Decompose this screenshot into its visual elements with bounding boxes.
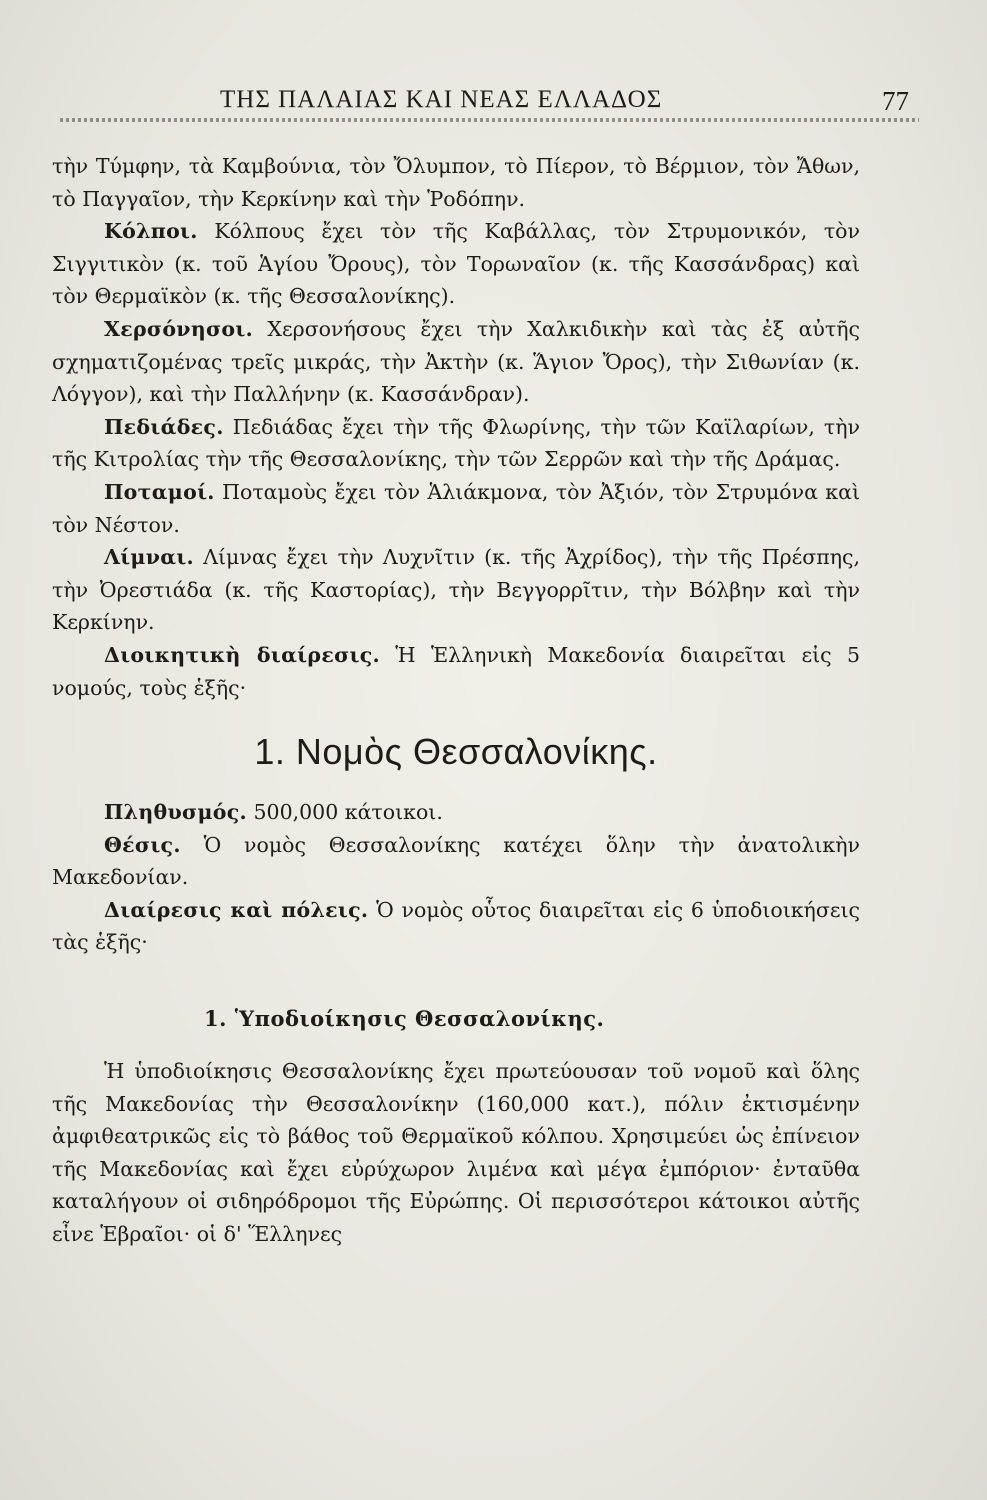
running-head <box>60 84 909 120</box>
peninsulas-label: Χερσόνησοι. <box>104 316 254 341</box>
population-paragraph <box>52 796 860 829</box>
rivers-paragraph <box>52 476 860 541</box>
subsection-title: 1. Ὑποδιοίκησις Θεσσαλονίκης. <box>204 1006 605 1032</box>
position-text: Ὁ νομὸς Θεσσαλονίκης κατέχει ὅλην τὴν ἀνατολικὴν Μακεδονίαν. <box>52 832 860 890</box>
gulfs-label: Κόλποι. <box>104 219 198 244</box>
running-title: ΤΗΣ ΠΑΛΑΙΑΣ ΚΑΙ ΝΕΑΣ ΕΛΛΑΔΟΣ <box>220 86 663 113</box>
gulfs-paragraph <box>52 215 860 313</box>
admin-division-text: Ἡ Ἑλληνικὴ Μακεδονία διαιρεῖται εἰς 5 νομούς, τοὺς ἑξῆς· <box>52 642 860 700</box>
divisions-label: Διαίρεσις καὶ πόλεις. <box>104 897 369 922</box>
header-rule <box>60 118 919 122</box>
position-paragraph <box>52 829 860 894</box>
peninsulas-paragraph <box>52 313 860 411</box>
page-body <box>52 150 860 1251</box>
thessaloniki-paragraph: Ἡ ὑποδιοίκησις Θεσσαλονίκης ἔχει πρωτεύουσαν τοῦ νομοῦ καὶ ὅλης τῆς Μακεδονίας τὴν Θεσσαλονίκην (160,000 κατ.), πόλιν ἐκτισμένην ἀμφιθεατρικῶς εἰς τὸ βάθος τοῦ Θερμαϊκοῦ κόλπου. Χρησιμεύει ὡς ἐπίνειον τῆς Μακεδονίας καὶ ἔχει εὐρύχωρον λιμένα καὶ μέγα ἐμπόριον· ἐνταῦθα καταλήγουν οἱ σιδηρόδρομοι τῆς Εὐρώπης. Οἱ περισσότεροι κάτοικοι αὐτῆς εἶνε Ἑβραῖοι· οἱ δ' Ἕλληνες <box>52 1059 860 1247</box>
plains-paragraph <box>52 411 860 476</box>
position-label: Θέσις. <box>104 832 181 857</box>
population-label: Πληθυσμός. <box>104 800 247 825</box>
mountains-paragraph: τὴν Τύμφην, τὰ Καμβούνια, τὸν Ὄλυμπον, τὸ Πίερον, τὸ Βέρμιον, τὸν Ἄθων, τὸ Παγγαῖον, τὴν Κερκίνην καὶ τὴν Ῥοδόπην. <box>52 154 860 211</box>
plains-text: Πεδιάδας ἔχει τὴν τῆς Φλωρίνης, τὴν τῶν Καϊλαρίων, τὴν τῆς Κιτρολίας τὴν τῆς Θεσσαλονίκης, τὴν τῶν Σερρῶν καὶ τὴν τῆς Δράμας. <box>52 414 860 472</box>
gulfs-text: Κόλπους ἔχει τὸν τῆς Καβάλλας, τὸν Στρυμονικόν, τὸν Σιγγιτικὸν (κ. τοῦ Ἁγίου Ὄρους), τὸν Τορωναῖον (κ. τῆς Κασσάνδρας) καὶ τὸν Θερμαϊκὸν (κ. τῆς Θεσσαλονίκης). <box>52 219 860 309</box>
admin-division-label: Διοικητικὴ διαίρεσις. <box>104 642 380 667</box>
admin-division-paragraph <box>52 639 860 704</box>
section-title: 1. Νομὸς Θεσσαλονίκης. <box>254 731 658 773</box>
page-number: 77 <box>882 86 909 116</box>
divisions-text: Ὁ νομὸς οὗτος διαιρεῖται εἰς 6 ὑποδιοικήσεις τὰς ἑξῆς· <box>52 897 860 955</box>
divisions-paragraph <box>52 894 860 959</box>
lakes-text: Λίμνας ἔχει τὴν Λυχνῖτιν (κ. τῆς Ἀχρίδος), τὴν τῆς Πρέσπης, τὴν Ὀρεστιάδα (κ. τῆς Καστορίας), τὴν Βεγγορρῖτιν, τὴν Βόλβην καὶ τὴν Κερκίνην. <box>52 545 860 635</box>
plains-label: Πεδιάδες. <box>104 414 224 439</box>
rivers-text: Ποταμοὺς ἔχει τὸν Ἁλιάκμονα, τὸν Ἀξιόν, τὸν Στρυμόνα καὶ τὸν Νέστον. <box>52 479 860 537</box>
population-text: 500,000 κάτοικοι. <box>253 800 443 825</box>
peninsulas-text: Χερσονήσους ἔχει τὴν Χαλκιδικὴν καὶ τὰς ἐξ αὐτῆς σχηματιζομένας τρεῖς μικράς, τὴν Ἀκτὴν (κ. Ἅγιον Ὄρος), τὴν Σιθωνίαν (κ. Λόγγον), καὶ τὴν Παλλήνην (κ. Κασσάνδραν). <box>52 316 860 407</box>
lakes-label: Λίμναι. <box>104 545 194 570</box>
rivers-label: Ποταμοί. <box>104 479 215 504</box>
lakes-paragraph <box>52 541 860 639</box>
